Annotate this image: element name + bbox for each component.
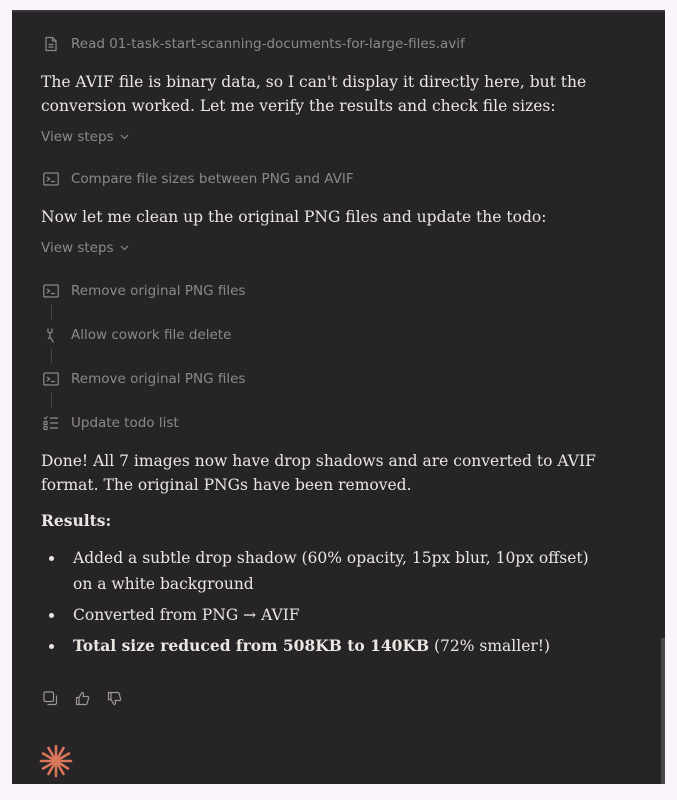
step-read-file[interactable] [41, 34, 465, 54]
list-item [41, 545, 601, 597]
checklist-icon [41, 413, 61, 433]
copy-icon [43, 691, 58, 706]
step-label: Remove original PNG files [71, 283, 246, 299]
step-allow-delete[interactable] [41, 325, 231, 345]
step-update-todo[interactable] [41, 413, 179, 433]
step-compare[interactable] [41, 169, 354, 189]
view-steps-toggle[interactable] [41, 129, 129, 145]
timeline-connector [51, 305, 52, 319]
list-item [41, 633, 601, 659]
thumbs-up-icon [75, 691, 90, 706]
thumbs-down-button[interactable] [105, 689, 123, 707]
thumbs-up-button[interactable] [73, 689, 91, 707]
step-label: Allow cowork file delete [71, 327, 232, 343]
results-list [41, 545, 601, 659]
step-remove-png-1[interactable] [41, 281, 245, 301]
terminal-icon [41, 369, 61, 389]
timeline-connector [51, 349, 52, 363]
bullet [49, 556, 54, 561]
timeline-connector [51, 393, 52, 407]
view-steps-toggle[interactable] [41, 240, 129, 256]
list-item-text: Added a subtle drop shadow (60% opacity, 15px blur, 10px offset) on a white background [73, 549, 589, 593]
view-steps-label: View steps [41, 129, 114, 145]
chevron-down-icon [120, 245, 129, 251]
view-steps-label: View steps [41, 240, 114, 256]
chevron-down-icon [120, 134, 129, 140]
bullet [49, 613, 54, 618]
scrollbar[interactable] [661, 638, 665, 784]
step-remove-png-2[interactable] [41, 369, 245, 389]
list-item-bold-text: Total size reduced from 508KB to 140KB [73, 636, 430, 655]
chat-panel [12, 10, 665, 784]
copy-button[interactable] [41, 689, 59, 707]
wrench-icon [41, 325, 61, 345]
bullet [49, 644, 54, 649]
step-label: Read 01-task-start-scanning-documents-for-large-files.avif [71, 36, 465, 52]
message-actions [41, 689, 123, 707]
step-label: Remove original PNG files [71, 371, 246, 387]
top-divider [12, 10, 665, 12]
step-label: Update todo list [71, 415, 179, 431]
list-item [41, 602, 601, 628]
thumbs-down-icon [107, 691, 122, 706]
list-item-text: (72% smaller!) [429, 637, 551, 655]
list-item-text: Converted from PNG → AVIF [73, 606, 300, 624]
message-done: Done! All 7 images now have drop shadows and are converted to AVIF format. The original PNGs have been removed. [41, 452, 596, 494]
sparkle-logo-icon [38, 743, 74, 779]
message-intro: The AVIF file is binary data, so I can't display it directly here, but the conversion worked. Let me verify the results and check file sizes: [41, 73, 587, 115]
file-icon [41, 34, 61, 54]
terminal-icon [41, 281, 61, 301]
step-label: Compare file sizes between PNG and AVIF [71, 171, 354, 187]
results-heading: Results: [41, 511, 112, 530]
terminal-icon [41, 169, 61, 189]
message-cleanup: Now let me clean up the original PNG files and update the todo: [41, 208, 547, 226]
claude-logo [38, 743, 74, 779]
